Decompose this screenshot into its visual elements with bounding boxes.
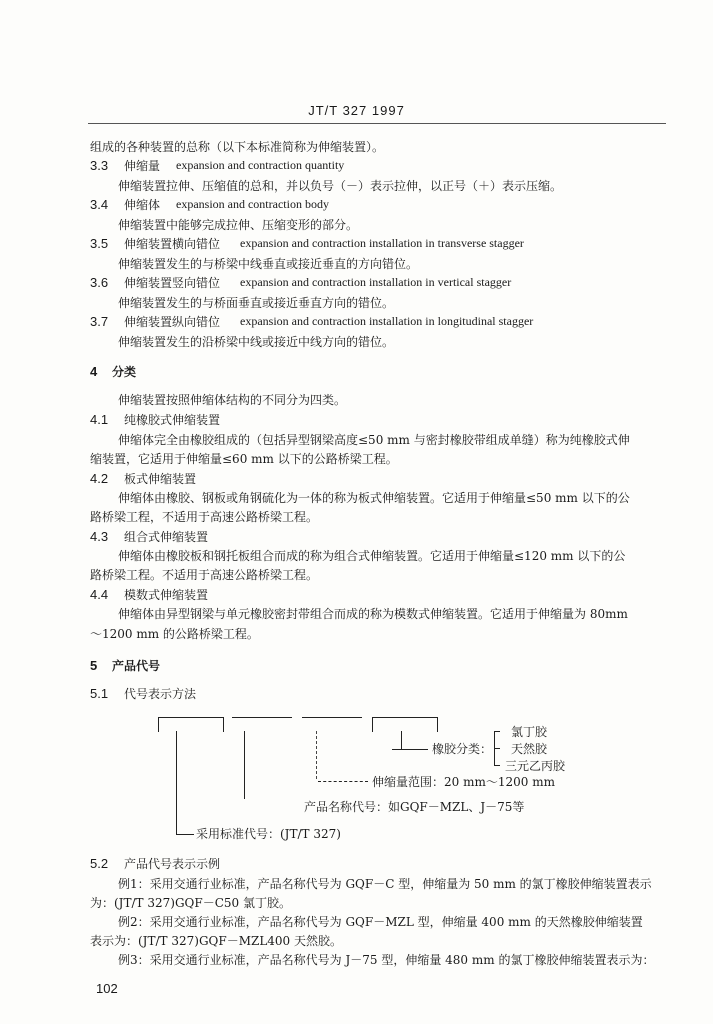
term-title-zh: 伸缩量 [124, 159, 161, 173]
term-body: 伸缩装置发生的沿桥梁中线或接近中线方向的错位。 [118, 335, 395, 349]
term-body: 伸缩装置拉伸、压缩值的总和，并以负号（－）表示拉伸，以正号（＋）表示压缩。 [118, 179, 563, 193]
subsection-title: 组合式伸缩装置 [124, 530, 209, 544]
term-body: 伸缩装置发生的与桥面垂直或接近垂直方向的错位。 [118, 296, 395, 310]
subsection-number: 4.1 [90, 412, 109, 427]
rubber-type: 天然胶 [511, 742, 548, 756]
rubber-leader-horizontal [392, 749, 428, 750]
subsection-title: 板式伸缩装置 [124, 472, 197, 486]
rubber-type: 氯丁胶 [511, 725, 548, 739]
term-title-en: expansion and contraction installation in vertical stagger [240, 275, 512, 289]
term-body: 伸缩装置发生的与桥梁中线垂直或接近垂直的方向错位。 [118, 257, 419, 271]
example-line: 例2：采用交通行业标准，产品名称代号为 GQF－MZL 型，伸缩量 400 mm 的天然橡胶伸缩装置 [118, 915, 643, 929]
paragraph-line: 伸缩体完全由橡胶组成的（包括异型钢梁高度≤50 mm 与密封橡胶带组成单缝）称为纯橡胶式伸 [118, 433, 630, 447]
paragraph-line: 伸缩体由橡胶、钢板或角钢硫化为一体的称为板式伸缩装置。它适用于伸缩量≤50 mm 以下的公 [118, 491, 630, 505]
term-title-zh: 伸缩装置竖向错位 [124, 276, 221, 290]
subsection-number: 4.3 [90, 529, 109, 544]
range-leader-vertical [316, 731, 317, 779]
name-leader-vertical [244, 731, 245, 799]
section-4-intro: 伸缩装置按照伸缩体结构的不同分为四类。 [118, 393, 347, 407]
term-title-zh: 伸缩体 [124, 198, 161, 212]
paragraph-line: 伸缩体由异型钢梁与单元橡胶密封带组合而成的称为模数式伸缩装置。它适用于伸缩量为 80mm [118, 607, 628, 621]
example-line: 例1：采用交通行业标准，产品名称代号为 GQF－C 型，伸缩量为 50 mm 的氯丁橡胶伸缩装置表示 [118, 877, 652, 891]
term-number: 3.6 [90, 275, 109, 290]
term-title-zh: 伸缩装置纵向错位 [124, 315, 221, 329]
range-label: 伸缩量范围：20 mm～1200 mm [372, 775, 555, 789]
term-title-en: expansion and contraction installation in transverse stagger [240, 236, 524, 250]
rubber-box [372, 717, 438, 732]
subsection-5-1-title: 代号表示方法 [124, 687, 197, 701]
term-title-en: expansion and contraction installation in longitudinal stagger [240, 314, 534, 328]
example-line: 例3：采用交通行业标准，产品名称代号为 J－75 型，伸缩量 480 mm 的氯丁橡胶伸缩装置表示为： [118, 953, 655, 967]
example-line: 表示为：(JT/T 327)GQF－MZL400 天然胶。 [90, 934, 343, 948]
paragraph-line: 伸缩体由橡胶板和钢托板组合而成的称为组合式伸缩装置。它适用于伸缩量≤120 mm 以下的公 [118, 549, 626, 563]
term-number: 3.4 [90, 197, 109, 212]
std-leader-vertical [176, 731, 177, 834]
term-body: 伸缩装置中能够完成拉伸、压缩变形的部分。 [118, 218, 359, 232]
brace-tick-mid [494, 748, 500, 749]
subsection-number: 4.4 [90, 587, 109, 602]
section-5-number: 5 [90, 658, 98, 673]
term-title-zh: 伸缩装置横向错位 [124, 237, 221, 251]
page-header: JT/T 327 1997 [308, 103, 405, 118]
std-leader-horizontal [176, 834, 194, 835]
range-leader-horizontal [318, 781, 368, 782]
std-code-label: 采用标准代号：(JT/T 327) [196, 827, 341, 841]
brace-tick-bottom [494, 765, 500, 766]
header-rule [88, 123, 666, 124]
std-code-box [158, 717, 224, 732]
section-5-title: 产品代号 [112, 659, 161, 673]
name-code-label: 产品名称代号：如GQF－MZL、J－75等 [304, 800, 525, 814]
paragraph-line: 路桥梁工程，不适用于高速公路桥梁工程。 [90, 510, 319, 524]
name-code-box [232, 717, 292, 718]
subsection-title: 模数式伸缩装置 [124, 588, 209, 602]
page-number: 102 [96, 981, 118, 996]
subsection-5-2-number: 5.2 [90, 856, 109, 871]
subsection-title: 纯橡胶式伸缩装置 [124, 413, 221, 427]
section-4-number: 4 [90, 364, 98, 379]
paragraph-line: 路桥梁工程。不适用于高速公路桥梁工程。 [90, 568, 319, 582]
intro-line: 组成的各种装置的总称（以下本标准简称为伸缩装置）。 [90, 140, 385, 154]
rubber-type: 三元乙丙胶 [505, 759, 566, 773]
paragraph-line: ～1200 mm 的公路桥梁工程。 [90, 627, 259, 641]
subsection-number: 4.2 [90, 471, 109, 486]
paragraph-line: 缩装置，它适用于伸缩量≤60 mm 以下的公路桥梁工程。 [90, 452, 398, 466]
subsection-5-1-number: 5.1 [90, 686, 109, 701]
term-number: 3.3 [90, 158, 109, 173]
subsection-5-2-title: 产品代号表示示例 [124, 857, 221, 871]
term-title-en: expansion and contraction body [176, 197, 329, 211]
term-number: 3.5 [90, 236, 109, 251]
section-4-title: 分类 [112, 365, 137, 379]
rubber-leader-vertical [401, 731, 402, 749]
range-box [302, 717, 362, 718]
example-line: 为：(JT/T 327)GQF－C50 氯丁胶。 [90, 896, 291, 910]
rubber-label: 橡胶分类： [432, 742, 493, 756]
term-title-en: expansion and contraction quantity [176, 158, 345, 172]
term-number: 3.7 [90, 314, 109, 329]
brace-tick-top [494, 731, 500, 732]
